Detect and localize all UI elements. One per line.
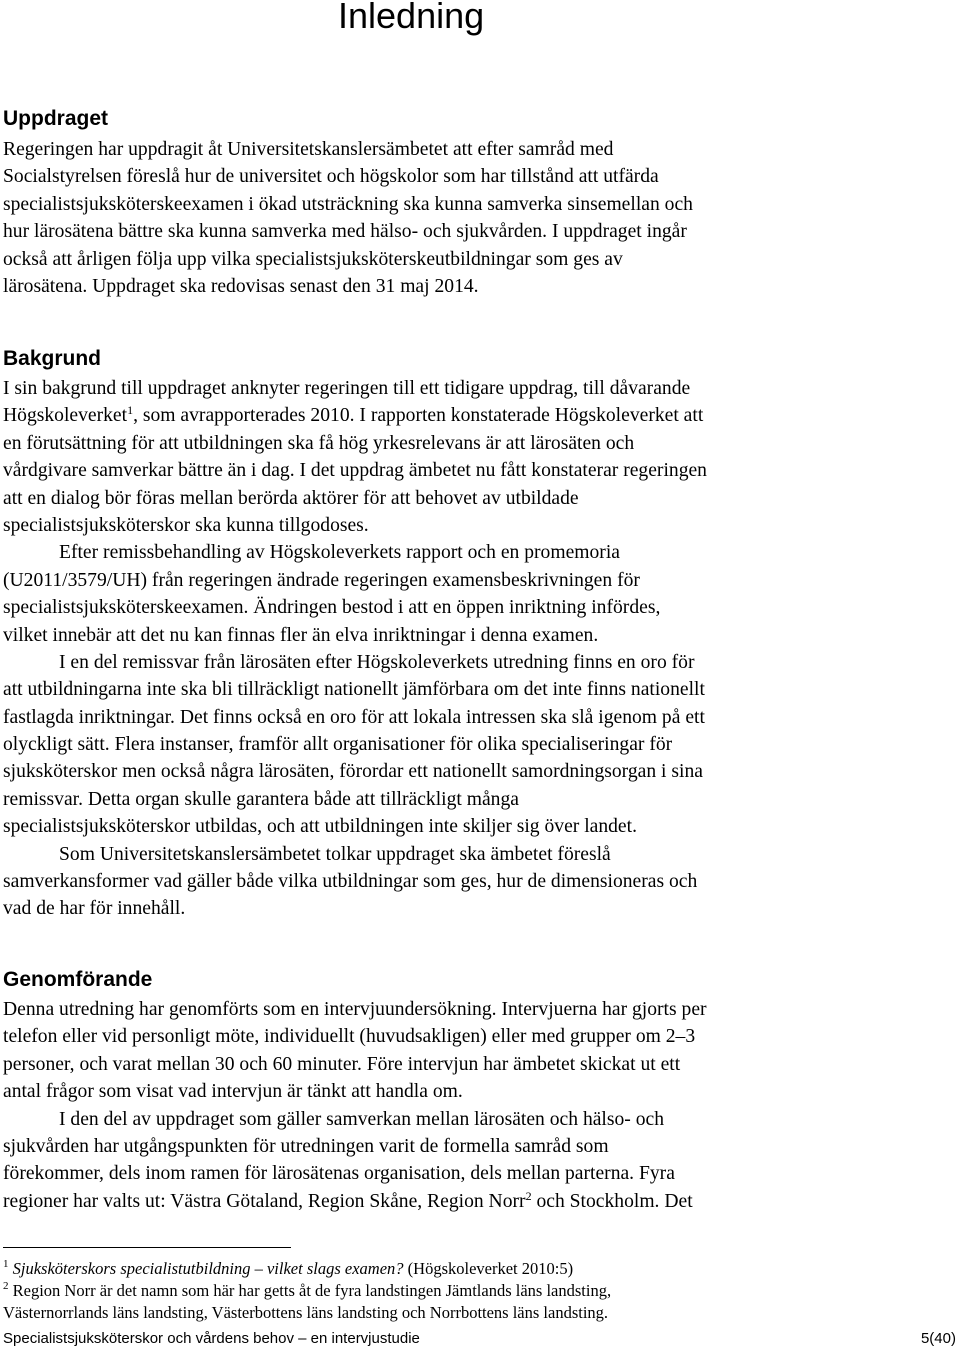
- text-line: att utbildningarna inte ska bli tillräckligt nationellt jämförbara om det inte finns nationellt: [3, 679, 705, 701]
- footnote-reference-2: 2: [525, 1188, 532, 1203]
- text-line: telefon eller vid personligt möte, individuellt (huvudsakligen) eller med grupper om 2–3: [3, 1026, 696, 1048]
- footnote-text: Region Norr är det namn som här har getts åt de fyra landstingen Jämtlands läns landsting,: [12, 1281, 612, 1300]
- section-heading-genomforande: Genomförande: [3, 968, 153, 991]
- section-heading-bakgrund: Bakgrund: [3, 347, 102, 370]
- section-body-bakgrund: [3, 375, 953, 923]
- footnote-2: [3, 1280, 953, 1302]
- footnotes: [3, 1258, 953, 1324]
- text-line: Socialstyrelsen föreslå hur de universitet och högskolor som har tillstånd att utfärda: [3, 166, 659, 188]
- text-line: lärosätena. Uppdraget ska redovisas senast den 31 maj 2014.: [3, 275, 479, 297]
- page-number: 5(40): [920, 1330, 956, 1347]
- text-line: samverkansformer vad gäller både vilka utbildningar som ges, hur de dimensioneras och: [3, 871, 698, 893]
- text-line: Regeringen har uppdragit åt Universitetskanslersämbetet att efter samråd med: [3, 139, 614, 160]
- text-line: (U2011/3579/UH) från regeringen ändrade regeringen examensbeskrivningen för: [3, 569, 640, 591]
- text-line: antal frågor som visat vad intervjun är tänkt att handla om.: [3, 1081, 463, 1103]
- text-line-with-footnote-ref: [3, 1188, 953, 1215]
- section-heading-uppdraget: Uppdraget: [3, 107, 108, 130]
- text-fragment: och Stockholm. Det: [531, 1190, 693, 1212]
- footnote-1: [3, 1258, 953, 1280]
- text-line: specialistsjuksköterskeexamen. Ändringen bestod i att en öppen inriktning infördes,: [3, 597, 661, 619]
- text-line: en förutsättning för att utbildningen ska få hög yrkesrelevans är att lärosäten och: [3, 432, 635, 454]
- footnote-number: 1: [3, 1258, 9, 1270]
- text-line: personer, och varat mellan 30 och 60 minuter. Före intervjun har ämbetet skickat ut ett: [3, 1053, 681, 1075]
- text-fragment: regioner har valts ut: Västra Götaland, Region Skåne, Region Norr: [3, 1190, 526, 1212]
- text-line: också att årligen följa upp vilka specialistsjuksköterskeutbildningar som ges av: [3, 248, 623, 270]
- text-line: olyckligt sätt. Flera instanser, framför allt organisationer för olika specialiseringar för: [3, 734, 673, 756]
- text-line: specialistsjuksköterskeexamen i ökad utsträckning ska kunna samverka sinsemellan och: [3, 193, 693, 215]
- text-fragment: , som avrapporterades 2010. I rapporten konstaterade Högskoleverket att: [133, 405, 704, 427]
- text-line: vad de har för innehåll.: [3, 898, 186, 920]
- text-line: sjukvården har utgångspunkten för utredningen varit de formella samråd som: [3, 1135, 609, 1157]
- text-line: Denna utredning har genomförts som en intervjuundersökning. Intervjuerna har gjorts per: [3, 999, 707, 1020]
- text-line: I den del av uppdraget som gäller samverkan mellan lärosäten och hälso- och: [59, 1108, 665, 1130]
- text-line: sjuksköterskor men också några lärosäten, förordar ett nationellt samordningsorgan i sina: [3, 761, 703, 783]
- text-line: specialistsjuksköterskor utbildas, och att utbildningen inte skiljer sig över landet.: [3, 816, 637, 838]
- text-line: vårdgivare samverkar bättre än i dag. I det uppdrag ämbetet nu fått konstaterar regeringen: [3, 460, 707, 482]
- footnote-separator: [3, 1247, 291, 1248]
- page-title: Inledning: [338, 0, 485, 36]
- text-line: hur lärosätena bättre ska kunna samverka med hälso- och sjukvården. I uppdraget ingår: [3, 221, 687, 243]
- page-footer: [3, 1329, 956, 1349]
- text-line: förekommer, dels inom ramen för lärosätenas organisation, dels mellan parterna. Fyra: [3, 1163, 675, 1185]
- text-line: att en dialog bör föras mellan berörda aktörer för att behovet av utbildade: [3, 487, 579, 509]
- footnote-2-continued: Västernorrlands läns landsting, Västerbottens läns landsting och Norrbottens läns landsting.: [3, 1303, 609, 1322]
- text-line: Efter remissbehandling av Högskoleverkets rapport och en promemoria: [59, 542, 620, 564]
- text-line: remissvar. Detta organ skulle garantera både att tillräckligt många: [3, 788, 519, 810]
- text-fragment: Högskoleverket: [3, 405, 128, 427]
- text-line: vilket innebär att det nu kan finnas fler än elva inriktningar i denna examen.: [3, 624, 599, 646]
- footnote-number: 2: [3, 1280, 9, 1292]
- text-line: I sin bakgrund till uppdraget anknyter regeringen till ett tidigare uppdrag, till dåvarande: [3, 378, 691, 399]
- footer-document-title: Specialistsjuksköterskor och vårdens behov – en intervjustudie: [3, 1330, 420, 1347]
- section-body-genomforande: [3, 996, 953, 1215]
- footnote-citation-source: (Högskoleverket 2010:5): [403, 1259, 574, 1278]
- text-line: specialistsjuksköterskor ska kunna tillgodoses.: [3, 514, 369, 536]
- text-line: I en del remissvar från lärosäten efter Högskoleverkets utredning finns en oro för: [59, 651, 695, 673]
- footnote-citation-title: Sjuksköterskors specialistutbildning – vilket slags examen?: [12, 1259, 404, 1278]
- text-line: Som Universitetskanslersämbetet tolkar uppdraget ska ämbetet föreslå: [59, 843, 611, 865]
- section-body-uppdraget: [3, 136, 953, 300]
- footnote-reference-1: 1: [127, 403, 134, 418]
- text-line: fastlagda inriktningar. Det finns också en oro för att lokala intressen ska slå igenom på ett: [3, 706, 705, 728]
- text-line-with-footnote-ref: [3, 402, 953, 429]
